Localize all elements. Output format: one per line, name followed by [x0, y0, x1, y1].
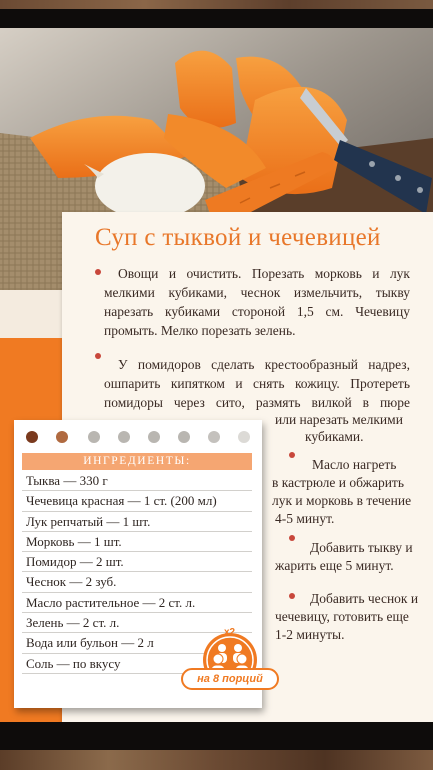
bottom-wood-strip [0, 750, 433, 770]
notepad-ring-icon [26, 431, 38, 443]
step-2-line-3: помидоры через сито, размять вилкой в пюре [104, 395, 410, 410]
step-2-line-1: У помидоров сделать крестообразный надрез, [118, 357, 410, 372]
notepad-ring-icon [148, 431, 160, 443]
step-2-line-5: кубиками. [305, 429, 364, 444]
notepad-ring-icon [238, 431, 250, 443]
top-wood-strip [0, 0, 433, 9]
notepad-ring-icon [178, 431, 190, 443]
notepad-ring-icon [88, 431, 100, 443]
step-4-line-2: жарить еще 5 минут. [275, 558, 394, 573]
ingredient-item: Чеснок — 2 зуб. [22, 572, 252, 592]
ingredients-header: ИНГРЕДИЕНТЫ: [22, 453, 252, 470]
notepad-ring-icon [56, 431, 68, 443]
knife-rivet [417, 187, 423, 193]
step-5-line-1: Добавить чеснок и [310, 591, 419, 606]
bullet-dot [95, 269, 101, 275]
ingredient-item: Чечевица красная — 1 ст. (200 мл) [22, 491, 252, 511]
ingredient-item: Морковь — 1 шт. [22, 532, 252, 552]
step-1-line-3: нарезать кубиками стороной 1,5 см. Чечевицу [104, 304, 410, 319]
step-4-line-1: Добавить тыкву и [310, 540, 413, 555]
onion [95, 153, 205, 219]
bullet-dot [289, 535, 295, 541]
ingredient-item: Вода или бульон — 2 л [22, 633, 252, 653]
knife-rivet [369, 161, 375, 167]
top-dark-bar [0, 9, 433, 28]
servings-badge: на 8 порций [181, 668, 279, 690]
step-1-line-4: промыть. Мелко порезать зелень. [104, 323, 296, 338]
step-3-line-2: в кастрюле и обжарить [272, 475, 404, 490]
recipe-title: Суп с тыквой и чечевицей [95, 224, 381, 251]
ingredient-item: Масло растительное — 2 ст. л. [22, 593, 252, 613]
step-5-line-2: чечевицу, готовить еще [275, 609, 409, 624]
bullet-dot [289, 593, 295, 599]
step-3-line-3: лук и морковь в течение [272, 493, 412, 508]
step-2-line-4: или нарезать мелкими [275, 412, 403, 427]
ingredient-item: Помидор — 2 шт. [22, 552, 252, 572]
step-3-line-1: Масло нагреть [312, 457, 397, 472]
bottom-dark-bar [0, 722, 433, 750]
bullet-dot [95, 353, 101, 359]
step-3-line-4: 4-5 минут. [275, 511, 335, 526]
step-1-line-1: Овощи и очистить. Порезать морковь и лук [118, 266, 410, 281]
ingredient-item: Тыква — 330 г [22, 471, 252, 491]
step-2-line-2: ошпарить кипятком и снять кожицу. Протереть [104, 376, 410, 391]
step-5-line-3: 1-2 минуты. [275, 627, 345, 642]
ingredient-item: Соль — по вкусу [22, 654, 252, 674]
bullet-dot [289, 452, 295, 458]
ingredient-item: Лук репчатый — 1 шт. [22, 512, 252, 532]
notepad-ring-icon [118, 431, 130, 443]
notepad-ring-icon [208, 431, 220, 443]
step-1-line-2: мелкими кубиками, чеснок измельчить, тыкву [104, 285, 410, 300]
servings-multiplier: x2 [224, 627, 236, 638]
ingredient-item: Зелень — 2 ст. л. [22, 613, 252, 633]
knife-rivet [395, 175, 401, 181]
